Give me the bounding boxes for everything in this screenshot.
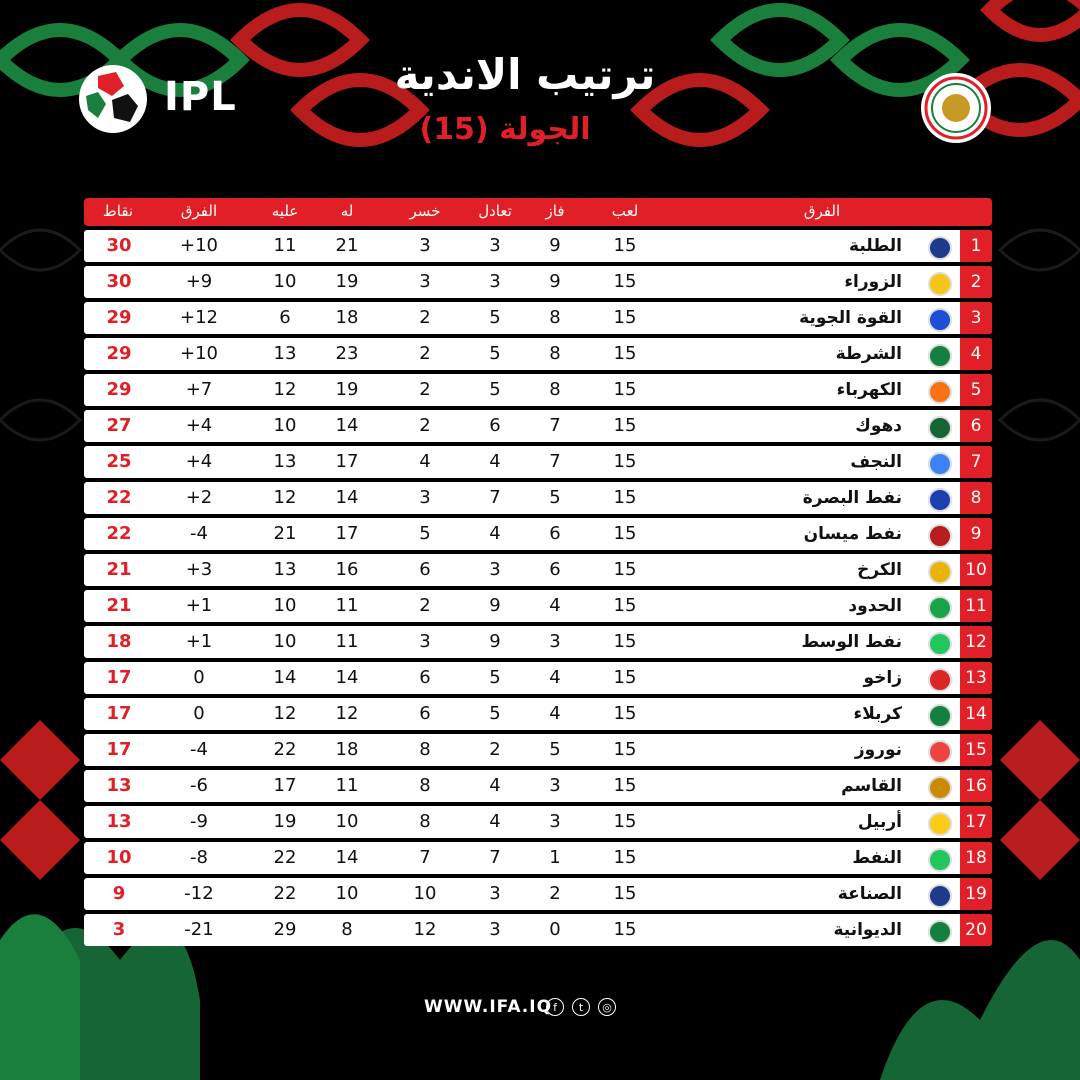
cell-lost: 5 [419, 523, 431, 544]
cell-drawn: 5 [489, 307, 501, 328]
team-name: دهوك [855, 416, 902, 436]
cell-ga: 10 [273, 631, 297, 652]
cell-pts: 10 [106, 847, 132, 868]
cell-gd: +12 [180, 307, 218, 328]
cell-played: 15 [613, 523, 637, 544]
row-rank: 9 [960, 518, 992, 550]
table-row [84, 374, 992, 406]
cell-gf: 18 [335, 739, 359, 760]
table-row [84, 662, 992, 694]
cell-pts: 29 [106, 379, 132, 400]
cell-lost: 7 [419, 847, 431, 868]
cell-gf: 17 [335, 451, 359, 472]
cell-gf: 14 [335, 847, 359, 868]
cell-lost: 6 [419, 559, 431, 580]
cell-played: 15 [613, 307, 637, 328]
cell-ga: 21 [273, 523, 297, 544]
cell-won: 6 [549, 559, 561, 580]
cell-ga: 13 [273, 451, 297, 472]
header-won: فاز [545, 202, 565, 220]
cell-gf: 11 [335, 631, 359, 652]
cell-drawn: 6 [489, 415, 501, 436]
cell-drawn: 5 [489, 667, 501, 688]
cell-drawn: 5 [489, 703, 501, 724]
cell-won: 0 [549, 919, 561, 940]
team-name: القوة الجوية [799, 308, 902, 328]
cell-played: 15 [613, 811, 637, 832]
cell-gd: -12 [184, 883, 214, 904]
cell-gd: +9 [185, 271, 213, 292]
cell-drawn: 3 [489, 271, 501, 292]
table-row [84, 842, 992, 874]
cell-gf: 19 [335, 271, 359, 292]
cell-won: 8 [549, 307, 561, 328]
ipl-text: IPL [164, 74, 237, 120]
team-logo-icon [928, 380, 952, 404]
team-logo-icon [928, 704, 952, 728]
header-drawn: تعادل [478, 202, 512, 220]
row-rank: 14 [960, 698, 992, 730]
team-name: نوروز [854, 740, 902, 760]
header-ga: عليه [271, 202, 299, 220]
table-row [84, 338, 992, 370]
cell-gd: -4 [190, 523, 208, 544]
cell-lost: 2 [419, 379, 431, 400]
team-name: الكهرباء [836, 380, 902, 400]
header-points: نقاط [102, 202, 134, 220]
cell-pts: 17 [106, 703, 132, 724]
team-name: الحدود [848, 596, 902, 616]
instagram-icon[interactable]: ◎ [598, 998, 616, 1016]
cell-won: 9 [549, 235, 561, 256]
cell-won: 6 [549, 523, 561, 544]
team-logo-icon [928, 668, 952, 692]
team-logo-icon [928, 920, 952, 944]
page-title: ترتيب الاندية [394, 50, 656, 99]
cell-pts: 27 [106, 415, 132, 436]
cell-gf: 10 [335, 811, 359, 832]
twitter-icon[interactable]: t [572, 998, 590, 1016]
table-row [84, 914, 992, 946]
table-row [84, 518, 992, 550]
cell-drawn: 3 [489, 559, 501, 580]
facebook-icon[interactable]: f [546, 998, 564, 1016]
cell-ga: 29 [273, 919, 297, 940]
cell-won: 8 [549, 343, 561, 364]
team-name: النفط [852, 848, 902, 868]
cell-gf: 18 [335, 307, 359, 328]
cell-pts: 25 [106, 451, 132, 472]
cell-played: 15 [613, 487, 637, 508]
cell-gf: 11 [335, 595, 359, 616]
cell-gf: 17 [335, 523, 359, 544]
table-header [84, 198, 992, 226]
cell-drawn: 4 [489, 451, 501, 472]
cell-gd: +2 [185, 487, 213, 508]
row-rank: 1 [960, 230, 992, 262]
row-rank: 20 [960, 914, 992, 946]
cell-lost: 10 [413, 883, 437, 904]
cell-ga: 14 [273, 667, 297, 688]
cell-played: 15 [613, 703, 637, 724]
team-logo-icon [928, 740, 952, 764]
cell-lost: 3 [419, 487, 431, 508]
cell-drawn: 3 [489, 883, 501, 904]
page-subtitle: الجولة (15) [419, 112, 591, 147]
team-name: نفط ميسان [803, 524, 902, 544]
cell-won: 4 [549, 595, 561, 616]
team-name: الديوانية [833, 920, 902, 940]
cell-drawn: 9 [489, 631, 501, 652]
team-name: القاسم [841, 776, 902, 796]
table-row [84, 806, 992, 838]
header-lost: خسر [409, 202, 441, 220]
row-rank: 2 [960, 266, 992, 298]
cell-drawn: 4 [489, 775, 501, 796]
cell-lost: 6 [419, 703, 431, 724]
cell-drawn: 3 [489, 235, 501, 256]
cell-lost: 2 [419, 415, 431, 436]
cell-ga: 13 [273, 343, 297, 364]
team-logo-icon [928, 596, 952, 620]
team-name: الكرخ [857, 560, 902, 580]
cell-pts: 17 [106, 667, 132, 688]
cell-played: 15 [613, 415, 637, 436]
cell-ga: 10 [273, 415, 297, 436]
cell-gf: 14 [335, 667, 359, 688]
cell-won: 9 [549, 271, 561, 292]
cell-gf: 16 [335, 559, 359, 580]
row-rank: 7 [960, 446, 992, 478]
cell-pts: 22 [106, 487, 132, 508]
row-rank: 8 [960, 482, 992, 514]
cell-gd: -9 [190, 811, 208, 832]
cell-played: 15 [613, 559, 637, 580]
cell-gf: 23 [335, 343, 359, 364]
cell-ga: 11 [273, 235, 297, 256]
cell-played: 15 [613, 847, 637, 868]
cell-drawn: 4 [489, 811, 501, 832]
cell-won: 5 [549, 739, 561, 760]
cell-won: 2 [549, 883, 561, 904]
row-rank: 16 [960, 770, 992, 802]
team-name: أربيل [857, 812, 902, 832]
cell-pts: 18 [106, 631, 132, 652]
team-name: النجف [850, 452, 902, 472]
cell-drawn: 7 [489, 847, 501, 868]
cell-lost: 2 [419, 595, 431, 616]
table-row [84, 698, 992, 730]
table-row [84, 770, 992, 802]
cell-gd: +4 [185, 415, 213, 436]
row-rank: 6 [960, 410, 992, 442]
row-rank: 18 [960, 842, 992, 874]
team-logo-icon [928, 812, 952, 836]
cell-pts: 29 [106, 307, 132, 328]
cell-pts: 22 [106, 523, 132, 544]
cell-gf: 14 [335, 487, 359, 508]
team-logo-icon [928, 560, 952, 584]
table-row [84, 590, 992, 622]
team-logo-icon [928, 236, 952, 260]
row-rank: 17 [960, 806, 992, 838]
cell-won: 4 [549, 703, 561, 724]
cell-ga: 12 [273, 487, 297, 508]
cell-gd: +1 [185, 595, 213, 616]
table-row [84, 554, 992, 586]
team-logo-icon [928, 848, 952, 872]
cell-lost: 4 [419, 451, 431, 472]
team-name: الشرطة [835, 344, 902, 364]
cell-gd: -8 [190, 847, 208, 868]
team-name: الزوراء [844, 272, 902, 292]
cell-played: 15 [613, 919, 637, 940]
cell-drawn: 2 [489, 739, 501, 760]
cell-drawn: 4 [489, 523, 501, 544]
cell-won: 7 [549, 451, 561, 472]
team-logo-icon [928, 272, 952, 296]
cell-gd: +4 [185, 451, 213, 472]
standings-table [84, 198, 992, 946]
row-rank: 19 [960, 878, 992, 910]
cell-played: 15 [613, 379, 637, 400]
website-link[interactable]: WWW.IFA.IQ [424, 997, 553, 1017]
cell-ga: 22 [273, 739, 297, 760]
team-logo-icon [928, 344, 952, 368]
cell-drawn: 9 [489, 595, 501, 616]
cell-won: 8 [549, 379, 561, 400]
team-logo-icon [928, 632, 952, 656]
table-row [84, 302, 992, 334]
cell-played: 15 [613, 271, 637, 292]
cell-gf: 21 [335, 235, 359, 256]
table-row [84, 230, 992, 262]
row-rank: 10 [960, 554, 992, 586]
cell-pts: 13 [106, 811, 132, 832]
team-name: نفط الوسط [801, 632, 902, 652]
cell-pts: 13 [106, 775, 132, 796]
cell-ga: 19 [273, 811, 297, 832]
cell-lost: 2 [419, 343, 431, 364]
row-rank: 5 [960, 374, 992, 406]
cell-played: 15 [613, 739, 637, 760]
team-logo-icon [928, 488, 952, 512]
cell-ga: 13 [273, 559, 297, 580]
cell-gf: 19 [335, 379, 359, 400]
cell-gd: 0 [193, 667, 205, 688]
cell-ga: 22 [273, 883, 297, 904]
cell-won: 3 [549, 811, 561, 832]
cell-lost: 2 [419, 307, 431, 328]
cell-gd: +10 [180, 235, 218, 256]
cell-played: 15 [613, 883, 637, 904]
cell-played: 15 [613, 667, 637, 688]
cell-pts: 3 [112, 919, 126, 940]
cell-won: 7 [549, 415, 561, 436]
team-name: كربلاء [853, 704, 902, 724]
header-gd: الفرق [180, 202, 218, 220]
table-row [84, 734, 992, 766]
cell-gf: 11 [335, 775, 359, 796]
row-rank: 4 [960, 338, 992, 370]
cell-pts: 17 [106, 739, 132, 760]
cell-gd: -4 [190, 739, 208, 760]
cell-lost: 8 [419, 775, 431, 796]
cell-ga: 12 [273, 703, 297, 724]
cell-gd: +10 [180, 343, 218, 364]
cell-lost: 8 [419, 811, 431, 832]
team-logo-icon [928, 884, 952, 908]
cell-played: 15 [613, 451, 637, 472]
team-logo-icon [928, 452, 952, 476]
team-name: نفط البصرة [802, 488, 902, 508]
cell-lost: 12 [413, 919, 437, 940]
cell-drawn: 3 [489, 919, 501, 940]
cell-drawn: 7 [489, 487, 501, 508]
row-rank: 11 [960, 590, 992, 622]
cell-ga: 10 [273, 595, 297, 616]
row-rank: 3 [960, 302, 992, 334]
cell-ga: 6 [279, 307, 291, 328]
cell-pts: 30 [106, 271, 132, 292]
team-logo-icon [928, 416, 952, 440]
team-logo-icon [928, 524, 952, 548]
cell-ga: 12 [273, 379, 297, 400]
cell-played: 15 [613, 235, 637, 256]
table-row [84, 878, 992, 910]
cell-gd: -21 [184, 919, 214, 940]
cell-pts: 21 [106, 595, 132, 616]
header-team: الفرق [803, 202, 841, 220]
cell-played: 15 [613, 631, 637, 652]
cell-played: 15 [613, 343, 637, 364]
header-played: لعب [611, 202, 639, 220]
team-name: الطلبة [849, 236, 902, 256]
row-rank: 13 [960, 662, 992, 694]
table-row [84, 482, 992, 514]
ipl-ball-logo [78, 64, 148, 134]
cell-won: 5 [549, 487, 561, 508]
cell-lost: 3 [419, 631, 431, 652]
row-rank: 12 [960, 626, 992, 658]
cell-won: 1 [549, 847, 561, 868]
cell-pts: 30 [106, 235, 132, 256]
row-rank: 15 [960, 734, 992, 766]
cell-ga: 17 [273, 775, 297, 796]
cell-won: 3 [549, 631, 561, 652]
cell-played: 15 [613, 775, 637, 796]
ifa-badge-logo [920, 72, 992, 144]
cell-gf: 8 [341, 919, 353, 940]
cell-gd: -6 [190, 775, 208, 796]
team-name: زاخو [863, 668, 902, 688]
table-row [84, 266, 992, 298]
cell-pts: 9 [112, 883, 126, 904]
cell-gd: +3 [185, 559, 213, 580]
team-logo-icon [928, 776, 952, 800]
cell-gd: +1 [185, 631, 213, 652]
cell-pts: 21 [106, 559, 132, 580]
cell-gd: 0 [193, 703, 205, 724]
cell-ga: 22 [273, 847, 297, 868]
cell-gd: +7 [185, 379, 213, 400]
cell-lost: 8 [419, 739, 431, 760]
cell-won: 4 [549, 667, 561, 688]
table-row [84, 446, 992, 478]
table-row [84, 410, 992, 442]
cell-lost: 3 [419, 271, 431, 292]
team-logo-icon [928, 308, 952, 332]
cell-played: 15 [613, 595, 637, 616]
cell-ga: 10 [273, 271, 297, 292]
cell-won: 3 [549, 775, 561, 796]
team-name: الصناعة [837, 884, 902, 904]
cell-gf: 10 [335, 883, 359, 904]
header-gf: له [340, 202, 354, 220]
cell-gf: 12 [335, 703, 359, 724]
cell-lost: 6 [419, 667, 431, 688]
cell-pts: 29 [106, 343, 132, 364]
cell-drawn: 5 [489, 343, 501, 364]
cell-lost: 3 [419, 235, 431, 256]
cell-drawn: 5 [489, 379, 501, 400]
table-row [84, 626, 992, 658]
table-body [84, 230, 992, 946]
cell-gf: 14 [335, 415, 359, 436]
